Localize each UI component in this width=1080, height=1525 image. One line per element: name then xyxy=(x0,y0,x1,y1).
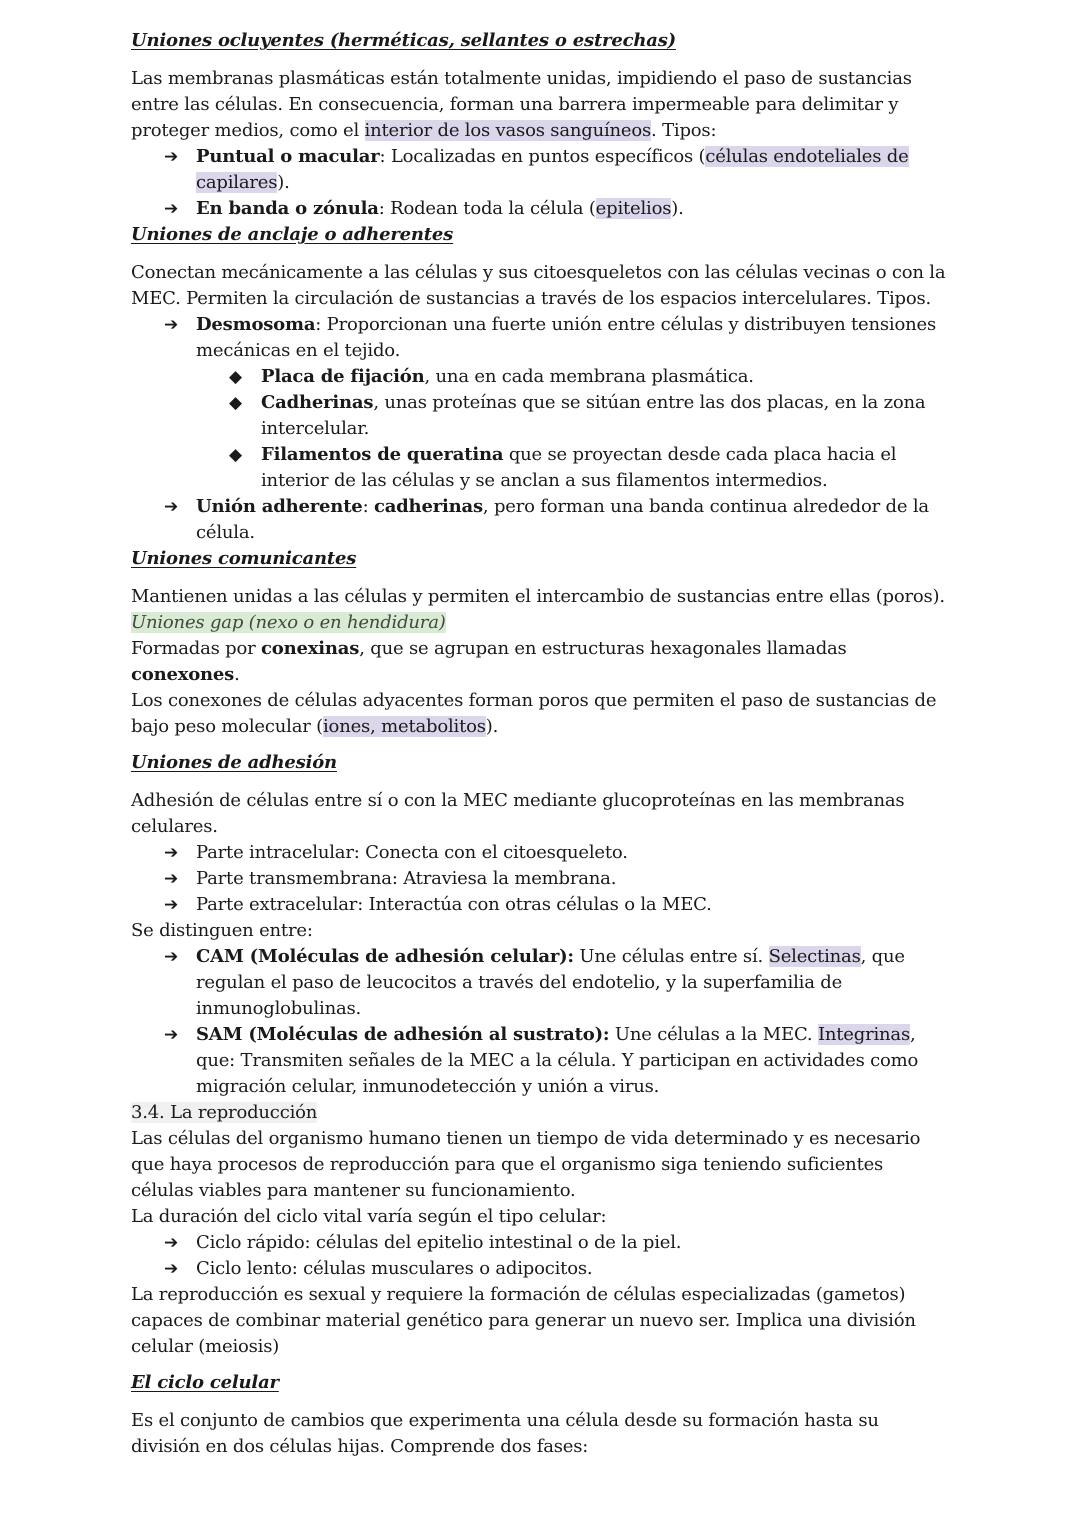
list-item xyxy=(131,866,951,892)
bold-term: conexinas xyxy=(261,638,360,659)
highlight: Integrinas xyxy=(817,1024,910,1045)
list-item xyxy=(131,144,951,196)
text: : Proporcionan una fuerte unión entre células y distribuyen tensiones mecánicas en el tejido. xyxy=(196,314,936,361)
section-heading: Uniones ocluyentes (herméticas, sellantes o estrechas) xyxy=(131,30,676,51)
arrow-icon: ➔ xyxy=(164,315,179,335)
bold-term: En banda o zónula xyxy=(196,198,379,219)
section-reproduccion xyxy=(131,1100,951,1360)
list-item xyxy=(131,1256,951,1282)
text: , unas proteínas que se sitúan entre las dos placas, en la zona intercelular. xyxy=(261,392,926,439)
sub-bullet-list xyxy=(196,364,951,494)
section-number-heading xyxy=(131,1100,951,1126)
bold-term: SAM (Moléculas de adhesión al sustrato): xyxy=(196,1024,610,1045)
text: ). xyxy=(485,716,499,737)
paragraph: Mantienen unidas a las células y permiten el intercambio de sustancias entre ellas (poros). xyxy=(131,586,945,607)
text: , que: Transmiten señales de la MEC a la célula. Y participan en actividades como migración celular, inmunodetección y unión a virus. xyxy=(196,1024,919,1097)
paragraph xyxy=(131,636,951,688)
bold-term: Unión adherente xyxy=(196,496,363,517)
text: Formadas por xyxy=(131,638,262,659)
paragraph: Se distinguen entre: xyxy=(131,920,313,941)
paragraph: Es el conjunto de cambios que experimenta una célula desde su formación hasta su división en dos células hijas. Comprende dos fases: xyxy=(131,1410,879,1457)
highlight: epitelios xyxy=(595,198,672,219)
list-item xyxy=(131,494,951,546)
bullet-list xyxy=(131,144,951,222)
bold-term: Placa de fijación xyxy=(261,366,425,387)
section-ciclo-celular xyxy=(131,1370,951,1460)
subheading-paragraph xyxy=(131,610,951,636)
paragraph: Adhesión de células entre sí o con la MEC mediante glucoproteínas en las membranas celulares. xyxy=(131,790,905,837)
text: ). xyxy=(277,172,290,193)
text: . xyxy=(234,664,240,685)
text: Une células entre sí. xyxy=(573,946,769,967)
arrow-icon: ➔ xyxy=(164,1025,179,1045)
paragraph: Las células del organismo humano tienen un tiempo de vida determinado y es necesario que haya procesos de reproducción para que el organismo siga teniendo suficientes células viables para mantener su funcionamiento. xyxy=(131,1128,921,1201)
sub-list-item xyxy=(196,364,951,390)
arrow-icon: ➔ xyxy=(164,895,179,915)
text: que se proyectan desde cada placa hacia el interior de las células y se anclan a sus filamentos intermedios. xyxy=(261,444,897,491)
text: . Tipos: xyxy=(651,120,717,141)
section-heading: El ciclo celular xyxy=(131,1372,279,1393)
text: Las membranas plasmáticas están totalmente unidas, impidiendo el paso de sustancias entre las células. En consecuencia, forman una barrera impermeable para delimitar y proteger medios, como el xyxy=(131,68,912,141)
text: Ciclo lento: células musculares o adipocitos. xyxy=(196,1258,593,1279)
green-highlight-subheading: Uniones gap (nexo o en hendidura) xyxy=(131,612,446,633)
bullet-list xyxy=(131,1230,951,1282)
text: Parte intracelular: Conecta con el citoesqueleto. xyxy=(196,842,628,863)
bullet-list xyxy=(131,840,951,918)
paragraph: La reproducción es sexual y requiere la formación de células especializadas (gametos) capaces de combinar material genético para generar un nuevo ser. Implica una división celular (meiosis) xyxy=(131,1284,916,1357)
arrow-icon: ➔ xyxy=(164,947,179,967)
list-item xyxy=(131,892,951,918)
bold-term: Cadherinas xyxy=(261,392,374,413)
list-item xyxy=(131,944,951,1022)
paragraph xyxy=(131,66,951,144)
arrow-icon: ➔ xyxy=(164,843,179,863)
sub-list-item xyxy=(196,390,951,442)
bold-term: Puntual o macular xyxy=(196,146,380,167)
section-heading: Uniones de anclaje o adherentes xyxy=(131,224,454,245)
text: Los conexones de células adyacentes forman poros que permiten el paso de sustancias de bajo peso molecular ( xyxy=(131,690,937,737)
bold-term: CAM (Moléculas de adhesión celular): xyxy=(196,946,574,967)
list-item xyxy=(131,1230,951,1256)
arrow-icon: ➔ xyxy=(164,497,179,517)
text: ). xyxy=(671,198,684,219)
diamond-icon: ◆ xyxy=(229,393,242,413)
text: Parte transmembrana: Atraviesa la membrana. xyxy=(196,868,617,889)
highlight: células endoteliales de capilares xyxy=(196,146,909,193)
bold-term: cadherinas xyxy=(373,496,483,517)
text: : xyxy=(362,496,374,517)
arrow-icon: ➔ xyxy=(164,147,179,167)
text: , que se agrupan en estructuras hexagonales llamadas xyxy=(359,638,847,659)
bold-term: Filamentos de queratina xyxy=(261,444,504,465)
text: , que regulan el paso de leucocitos a través del endotelio, y la superfamilia de inmunoglobulinas. xyxy=(196,946,905,1019)
list-item xyxy=(131,196,951,222)
arrow-icon: ➔ xyxy=(164,1259,179,1279)
arrow-icon: ➔ xyxy=(164,1233,179,1253)
paragraph: La duración del ciclo vital varía según el tipo celular: xyxy=(131,1206,607,1227)
paragraph: Conectan mecánicamente a las células y sus citoesqueletos con las células vecinas o con la MEC. Permiten la circulación de sustancias a través de los espacios intercelulares. Tipos. xyxy=(131,262,946,309)
arrow-icon: ➔ xyxy=(164,199,179,219)
bold-term: conexones xyxy=(131,664,235,685)
list-item xyxy=(131,312,951,494)
list-item xyxy=(131,840,951,866)
diamond-icon: ◆ xyxy=(229,367,242,387)
bold-term: Desmosoma xyxy=(196,314,316,335)
section-heading: Uniones de adhesión xyxy=(131,752,337,773)
text: Ciclo rápido: células del epitelio intestinal o de la piel. xyxy=(196,1232,682,1253)
text: Parte extracelular: Interactúa con otras células o la MEC. xyxy=(196,894,712,915)
highlight: Selectinas xyxy=(768,946,861,967)
bullet-list xyxy=(131,312,951,546)
sub-list-item xyxy=(196,442,951,494)
arrow-icon: ➔ xyxy=(164,869,179,889)
bullet-list xyxy=(131,944,951,1100)
text: , pero forman una banda continua alrededor de la célula. xyxy=(196,496,929,543)
text: Une células a la MEC. xyxy=(609,1024,818,1045)
text: : Rodean toda la célula ( xyxy=(378,198,596,219)
section-comunicantes xyxy=(131,546,951,740)
highlight: interior de los vasos sanguíneos xyxy=(364,120,652,141)
section-adhesion xyxy=(131,750,951,1100)
text: , una en cada membrana plasmática. xyxy=(424,366,754,387)
section-ocluyentes xyxy=(131,28,951,222)
diamond-icon: ◆ xyxy=(229,445,242,465)
section-heading: Uniones comunicantes xyxy=(131,548,357,569)
list-item xyxy=(131,1022,951,1100)
section-anclaje xyxy=(131,222,951,546)
paragraph xyxy=(131,688,951,740)
text: : Localizadas en puntos específicos ( xyxy=(379,146,706,167)
highlight: iones, metabolitos xyxy=(323,716,486,737)
heading-text: 3.4. La reproducción xyxy=(131,1102,318,1123)
